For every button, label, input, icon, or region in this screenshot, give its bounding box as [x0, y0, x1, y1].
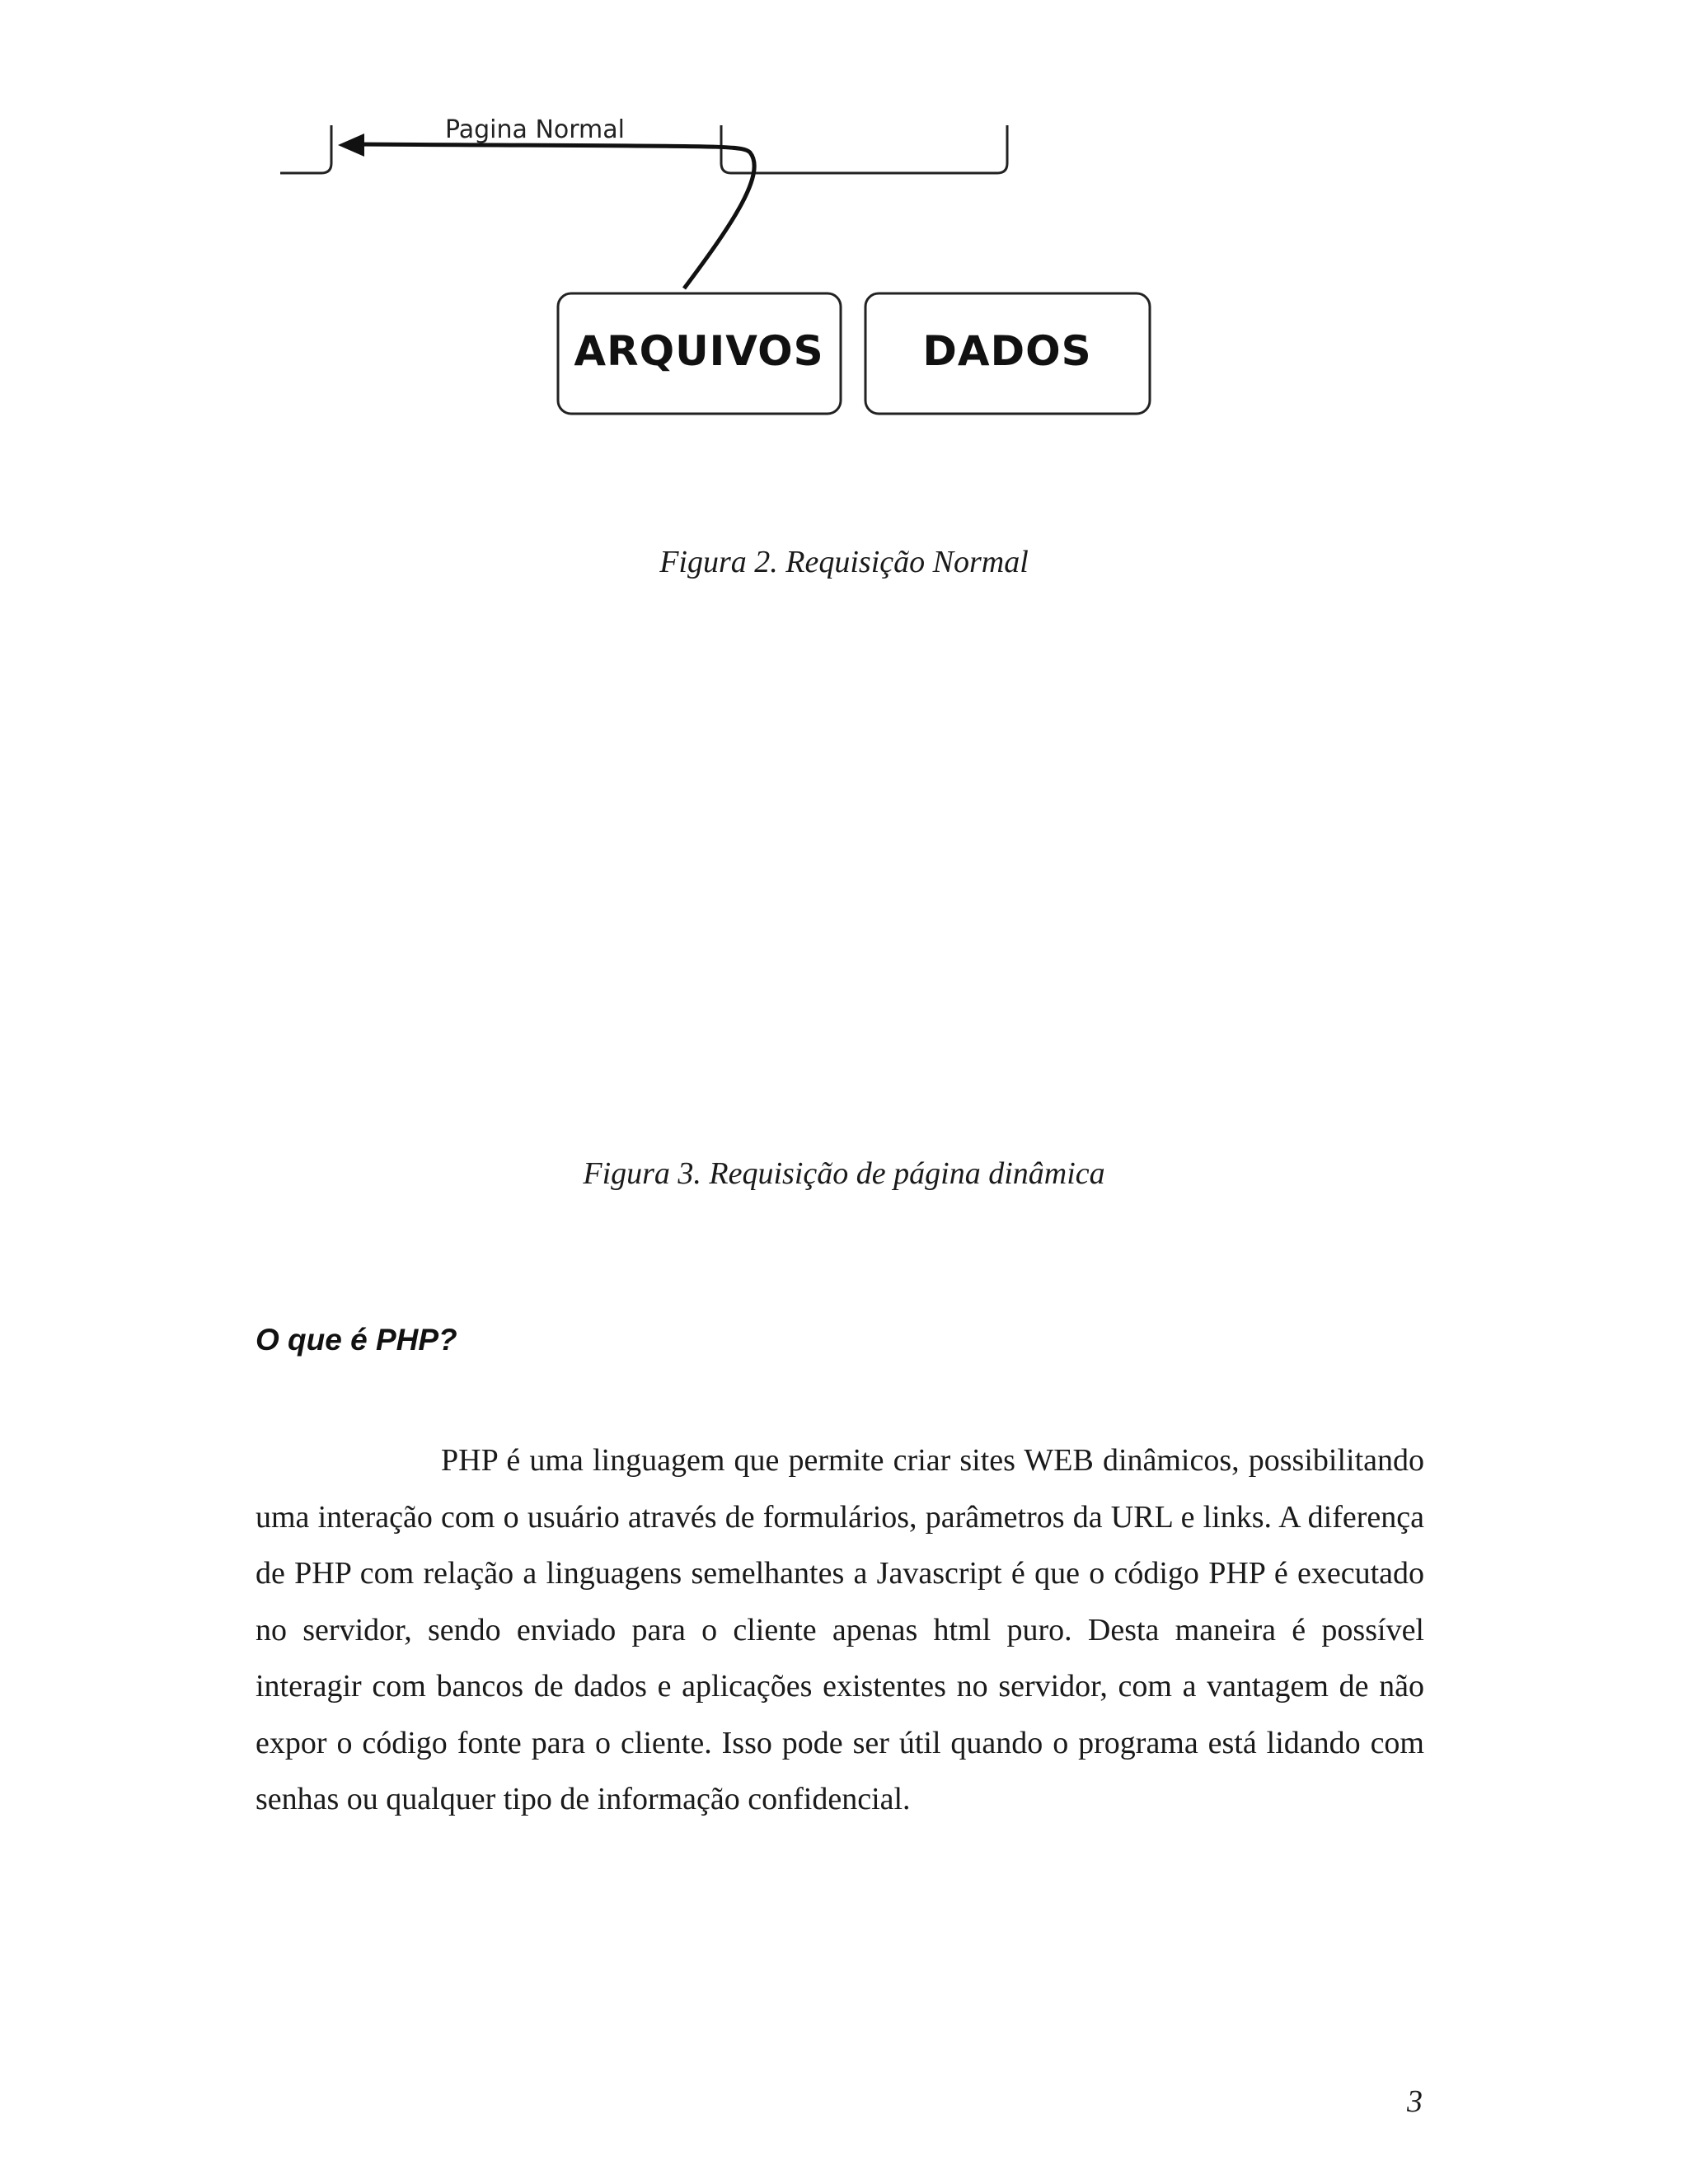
left-box-fragment: [280, 125, 331, 173]
figure-2-diagram: [272, 115, 1179, 429]
figure-3-caption: Figura 3. Requisição de página dinâmica: [583, 1156, 1105, 1191]
figure-2-svg: [272, 115, 1179, 429]
body-paragraph: PHP é uma linguagem que permite criar sites WEB dinâmicos, possibilitando uma interação com o usuário através de formulários, parâmetros da URL e links. A diferença de PHP com relação a linguagens semelhantes a Javascript é que o código PHP é executado no servidor, sendo enviado para o cliente apenas html puro. Desta maneira é possível interagir com bancos de dados e aplicações existentes no servidor, com a vantagem de não expor o código fonte para o cliente. Isso pode ser útil quando o programa está lidando com senhas ou qualquer tipo de informação confidencial.: [256, 1443, 1424, 1816]
arrowhead: [338, 134, 364, 157]
arquivos-label: ARQUIVOS: [574, 327, 824, 375]
page-number: 3: [1407, 2084, 1423, 2119]
section-heading: O que é PHP?: [256, 1323, 457, 1357]
figure-2-caption: Figura 2. Requisição Normal: [659, 545, 1029, 579]
arrow-label: Pagina Normal: [445, 115, 625, 144]
server-box-fragment: [721, 125, 1007, 173]
dados-label: DADOS: [922, 327, 1092, 375]
arrow-line: [354, 144, 754, 288]
